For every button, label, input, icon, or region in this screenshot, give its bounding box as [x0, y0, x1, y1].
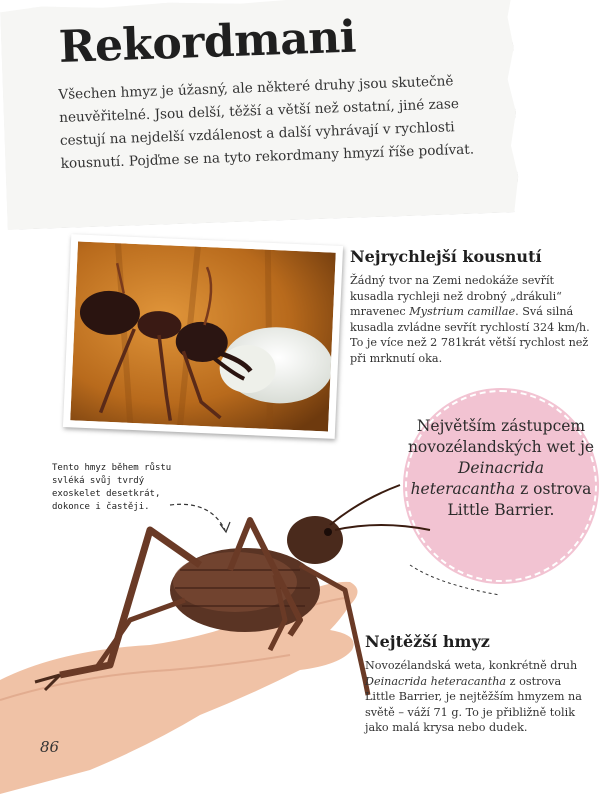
- species-name: Mystrium camillae: [409, 305, 516, 318]
- page-number: 86: [40, 738, 60, 756]
- ant-illustration: [70, 241, 336, 431]
- callout-species: Deinacrida heteracantha: [410, 459, 544, 498]
- page-title: Rekordmani: [58, 11, 357, 73]
- intro-text: Všechen hmyz je úžasný, ale některé druhy jsou skutečně neuvěřitelné. Jsou delší, těžší a větší než ostatní, jiné zase cestují na nejdelší vzdálenost a další vyhrávají v rychlosti kousnutí. Pojďme se na tyto rekordmany hmyzí říše podívat.: [58, 73, 475, 172]
- section-title-heaviest: Nejtěžší hmyz: [365, 632, 490, 651]
- section-text-heaviest: Novozélandská weta, konkrétně druh Deinacrida heteracantha z ostrova Little Barrier, je nejtěžším hmyzem na světě – váží 71 g. To je přibližně tolik jako malá krysa nebo dudek.: [365, 659, 582, 734]
- section-title-fastest-bite: Nejrychlejší kousnutí: [350, 247, 542, 266]
- section-text-fastest-bite: Žádný tvor na Zemi nedokáže sevřít kusadla rychleji než drobný „drákuli“ mravenec Mystrium camillae. Svá silná kusadla zvládne sevřít rychlostí 324 km/h. To je více než 2 781krát větší rychlost než při mrknutí oka.: [350, 274, 590, 365]
- callout-text: Největším zástupcem novozélandských wet je Deinacrida heteracantha z ostrova Little Barrier.: [407, 417, 595, 519]
- weta-on-hand-illustration: [0, 470, 600, 794]
- ant-photo: [63, 234, 343, 439]
- handwritten-note: Tento hmyz během růstu svléká svůj tvrdý exoskelet desetkrát, dokonce i častěji.: [52, 463, 172, 512]
- species-name: Deinacrida heteracantha: [365, 674, 507, 688]
